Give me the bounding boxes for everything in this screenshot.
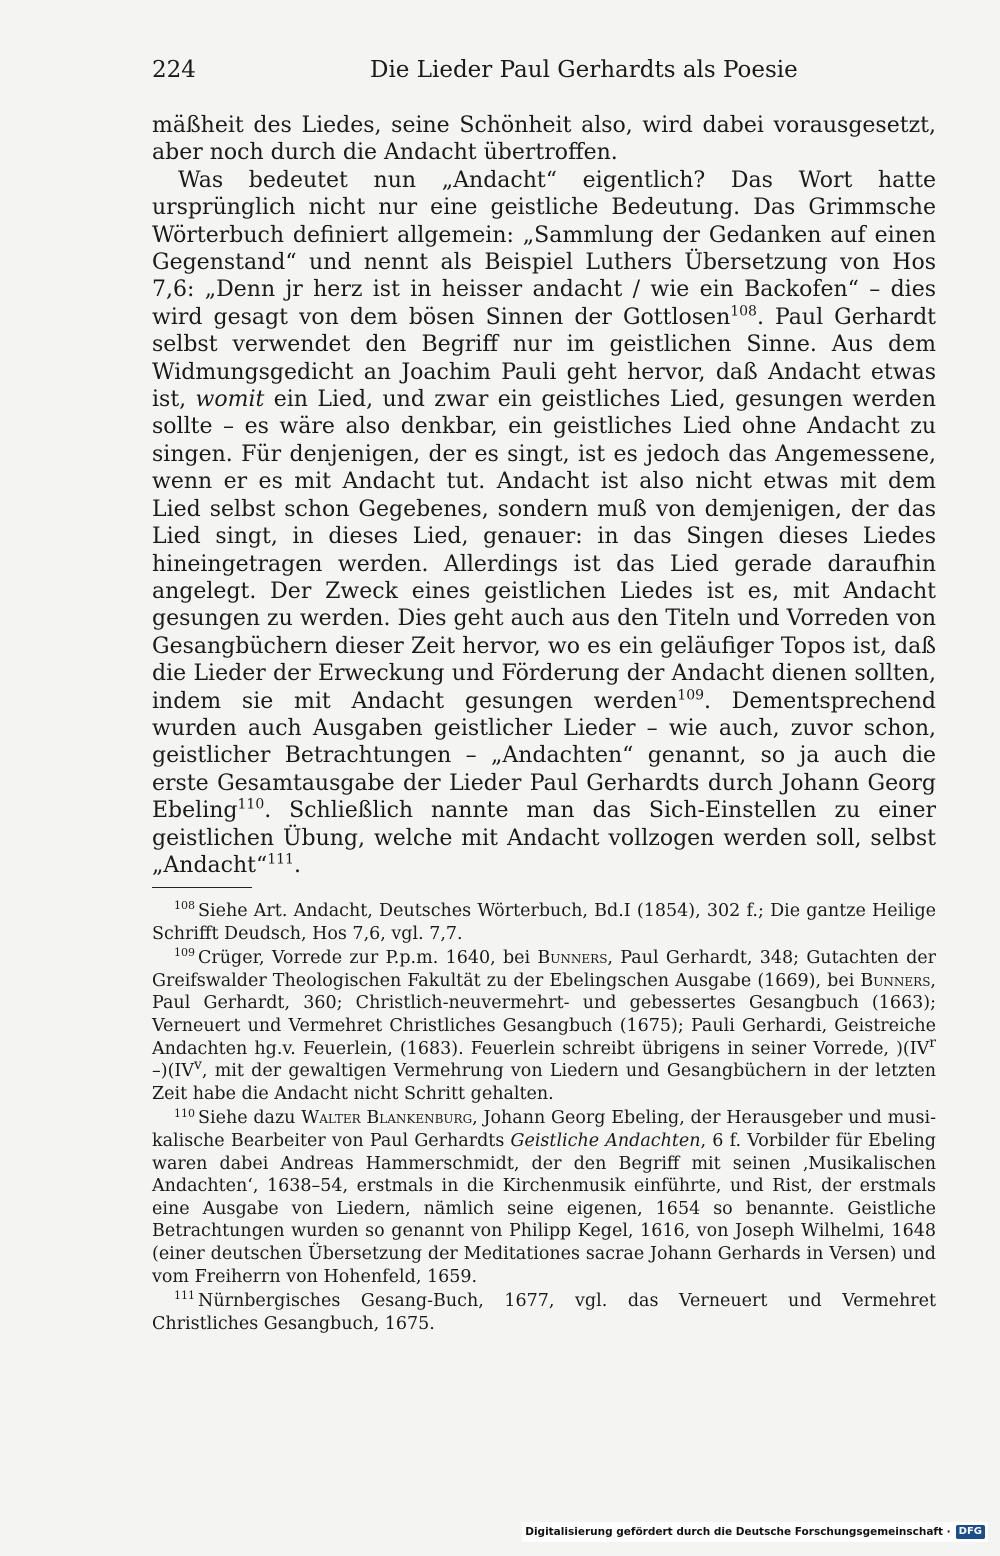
footnote-text: Nürnbergisches Gesang-Buch, 1677, vgl. das Verneuert und Vermehret Christliches Gesangbuch, 1675. — [152, 1291, 936, 1334]
footnote-ref-110: 110 — [237, 796, 265, 813]
footnote-ref-109: 109 — [677, 687, 705, 704]
book-title-italic: Geistliche Andachten — [510, 1130, 701, 1151]
author-name: Bunners — [537, 948, 608, 969]
footnote-text: , Paul Gerhardt, 348; Gutachten der Greifswalder Theologischen Fakultät zu der Ebelingschen Ausgabe (1669), bei — [152, 948, 936, 991]
paragraph-2-text-e: . Schließlich nannte man das Sich-Einstellen zu einer geistlichen Übung, welche mit Andacht vollzogen werden soll, selbst „Andacht“ — [152, 798, 936, 878]
dfg-logo-icon: DFG — [956, 1525, 985, 1539]
footnote-109 — [152, 947, 936, 1105]
footnote-number: 110 — [174, 1106, 195, 1120]
superscript: v — [193, 1057, 202, 1074]
paragraph-2-text-d: . Dementsprechend wurden auch Ausgaben geistlicher Lieder – wie auch, zuvor schon, geistlicher Betrachtungen – „Andachten“ genannt, so ja auch die erste Gesamtausgabe der Lieder Paul Gerhardts durch Johann Georg Ebeling — [152, 688, 936, 824]
footnotes — [152, 900, 936, 1337]
paragraph-2-text-b: . Paul Gerhardt selbst verwendet den Begriff nur im geistlichen Sinne. Aus dem Widmungsgedicht an Joachim Pauli geht hervor, daß Andacht etwas ist, — [152, 304, 936, 413]
footnote-ref-108: 108 — [730, 303, 757, 320]
paragraph-2-text-c: ein Lied, und zwar ein geistliches Lied, gesungen werden sollte – es wäre also denkbar, ein geistliches Lied ohne Andacht zu singen. Für denjenigen, der es singt, ist es jedoch das Angemessene, wenn er es mit Andacht tut. Andacht ist also nicht etwas mit dem Lied selbst schon Gegebenes, sondern muß von demjenigen, der das Lied singt, in dieses Lied, genauer: in das Singen dieses Liedes hineingetragen werden. Allerdings ist das Lied gerade daraufhin angelegt. Der Zweck eines geistlichen Liedes ist es, mit Andacht gesungen zu werden. Dies geht auch aus den Titeln und Vorreden von Gesangbüchern dieser Zeit hervor, wo es ein geläufiger Topos ist, daß die Lieder der Erweckung und Förderung der Andacht dienen sollten, indem sie mit Andacht gesungen werden — [152, 387, 936, 714]
footnote-number: 109 — [174, 946, 195, 960]
footnote-text: , Paul Gerhardt, 360; Christlich-neuvermehrt- und gebessertes Gesangbuch (1663); Verneuert und Vermehret Christliches Gesangbuch (1675); Pauli Gerhardi, Geistreiche Andachten hg.v. Feuerlein, (1683). Feuerlein schreibt übrigens in seiner Vorrede, )(IV — [152, 970, 936, 1059]
paragraph-1 — [152, 112, 936, 167]
paragraph-2 — [152, 167, 936, 880]
footnote-text: , 6 f. Vorbilder für Ebeling waren dabei Andreas Hammerschmidt, der den Begriff mit seinen ‚Musikalischen Andachten‘, 1638–54, erstmals in die Kirchenmusik einführte, und Rist, der erstmals eine Ausgabe von Liedern, nämlich seine eigenen, 1654 so benannte. Geistliche Betrachtungen wurden so genannt von Philipp Kegel, 1616, von Joseph Wilhelmi, 1648 (einer deutschen Übersetzung der Meditationes sacrae Johann Gerhards in Versen) und vom Freiherrn von Hohenfeld, 1659. — [152, 1130, 936, 1287]
footnote-110 — [152, 1107, 936, 1288]
footnote-text: Siehe dazu — [198, 1108, 302, 1129]
credit-text: Digitalisierung gefördert durch die Deutsche Forschungsgemeinschaft · — [525, 1526, 951, 1538]
footnote-text: –)(IV — [152, 1061, 194, 1082]
paragraph-1-text: mäßheit des Liedes, seine Schönheit also, wird dabei vorausgesetzt, aber noch durch die Andacht übertroffen. — [152, 113, 936, 166]
page-number: 224 — [152, 57, 196, 83]
body-text — [152, 112, 936, 879]
footnote-108 — [152, 900, 936, 945]
superscript: r — [929, 1034, 936, 1051]
paragraph-2-text-f: . — [293, 852, 301, 878]
footnote-ref-111: 111 — [267, 851, 294, 868]
footnote-text: , mit der gewaltigen Vermehrung von Liedern und Gesangbüchern in der letzten Zeit habe die Andacht nicht Schritt gehalten. — [152, 1061, 936, 1104]
footnote-text: , Johann Georg Ebeling, der Herausgeber und musikalische Bearbeiter von Paul Gerhardts — [152, 1108, 936, 1151]
paragraph-2-text-a: Was bedeutet nun „Andacht“ eigentlich? Das Wort hatte ursprünglich nicht nur eine geistliche Bedeutung. Das Grimmsche Wörterbuch definiert allgemein: „Sammlung der Gedanken auf einen Gegenstand“ und nennt als Beispiel Luthers Übersetzung von Hos 7,6: „Denn jr herz ist in heisser andacht / wie ein Backofen“ – dies wird gesagt von dem bösen Sinnen der Gottlosen — [152, 167, 936, 330]
author-name: Walter Blankenburg — [301, 1108, 473, 1129]
running-title: Die Lieder Paul Gerhardts als Poesie — [370, 57, 798, 83]
footnote-text: Crüger, Vorrede zur P.p.m. 1640, bei — [198, 948, 538, 969]
footnote-text: Siehe Art. Andacht, Deutsches Wörterbuch, Bd.I (1854), 302 f.; Die gantze Heilige Schrifft Deudsch, Hos 7,6, vgl. 7,7. — [152, 901, 936, 944]
digitization-credit — [522, 1522, 988, 1542]
footnote-number: 111 — [174, 1289, 195, 1303]
footnote-111 — [152, 1290, 936, 1335]
footnote-divider — [152, 887, 252, 888]
footnote-number: 108 — [174, 899, 195, 913]
italic-womit: womit — [195, 387, 265, 413]
page-header — [152, 52, 936, 88]
author-name: Bunners — [860, 970, 931, 991]
